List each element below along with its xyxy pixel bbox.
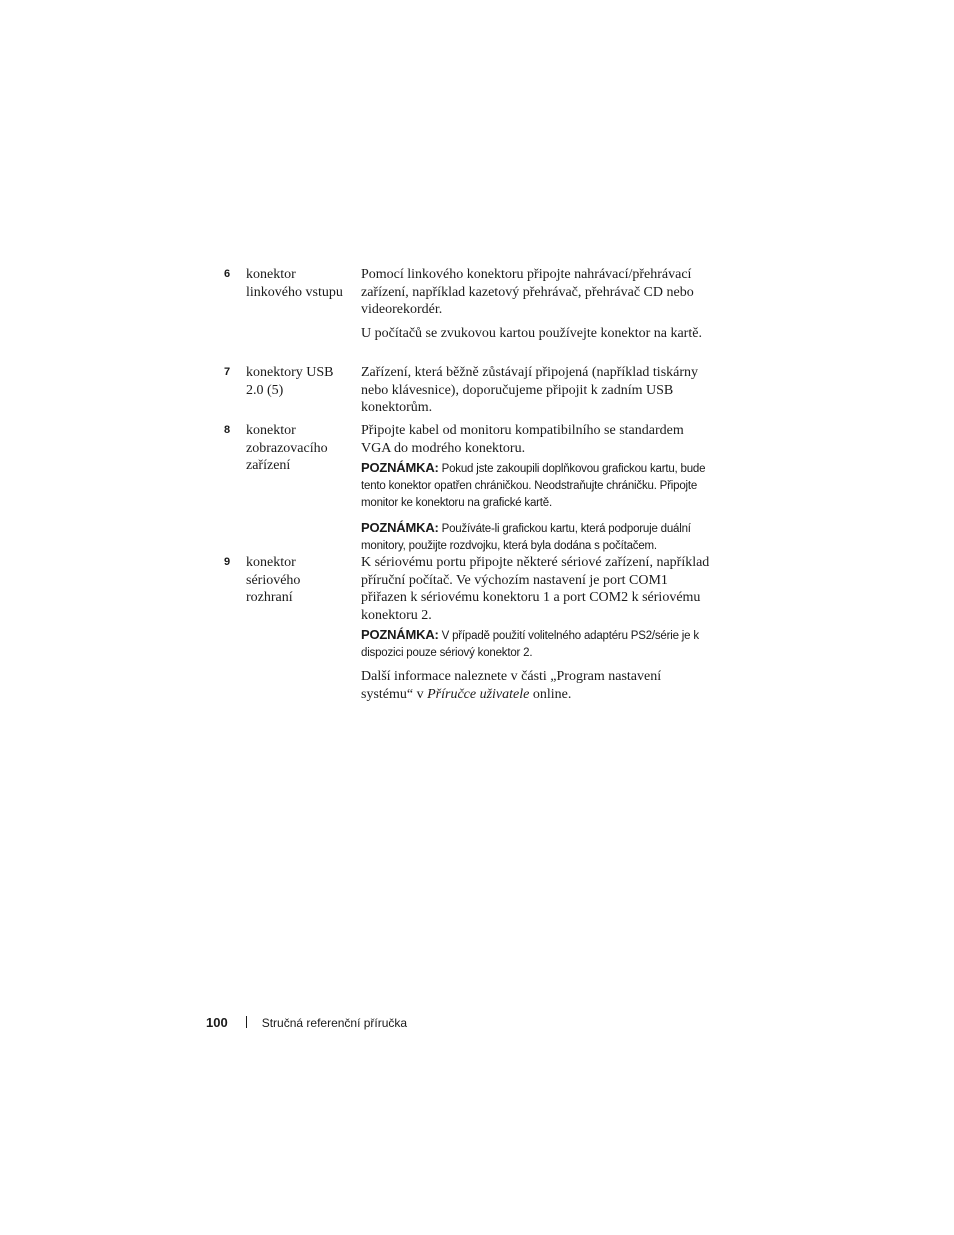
note-label: POZNÁMKA: — [361, 519, 439, 535]
entry-description — [361, 364, 711, 423]
note — [361, 459, 711, 513]
description-paragraph: Zařízení, která běžně zůstávají připojená (například tiskárny nebo klávesnice), doporučujeme připojit k zadním USB konektorům. — [361, 365, 699, 415]
note-label: POZNÁMKA: — [361, 627, 439, 642]
footer-separator — [246, 1016, 247, 1028]
description-paragraph: Připojte kabel od monitoru kompatibilního se standardem VGA do modrého konektoru. — [361, 423, 684, 456]
entry-description — [361, 554, 711, 709]
note — [361, 626, 711, 662]
entry-name: konektory USB 2.0 (5) — [246, 365, 334, 398]
note — [361, 519, 711, 555]
note-label: POZNÁMKA: — [361, 460, 439, 475]
note-text: V případě použití volitelného adaptéru PS2/série je k dispozici pouze sériový konektor 2. — [361, 630, 699, 660]
page-footer — [206, 1013, 407, 1033]
description-paragraph: K sériovému portu připojte některé sériové zařízení, například příruční počítač. Ve výchozím nastavení je port COM1 přiřazen k sériovému konektoru 1 a port COM2 k sériovému konektoru 2. — [361, 555, 710, 623]
description-paragraph: U počítačů se zvukovou kartou používejte konektor na kartě. — [361, 325, 702, 341]
page-number: 100 — [206, 1015, 228, 1030]
entry-name: konektor zobrazovacího zařízení — [246, 423, 328, 473]
entry-description — [361, 422, 711, 561]
entry-number: 9 — [224, 556, 231, 568]
description-paragraph: Pomocí linkového konektoru připojte nahrávací/přehrávací zařízení, například kazetový přehrávač, přehrávač CD nebo videorekordér. — [361, 267, 694, 317]
entry-description — [361, 266, 711, 348]
entry-number: 8 — [224, 424, 231, 436]
manual-title: Příručce uživatele — [427, 686, 530, 702]
note-text: Pokud jste zakoupili doplňkovou grafickou kartu, bude tento konektor opatřen chráničkou. Neodstraňujte chráničku. Připojte monitor ke konektoru na grafické kartě. — [361, 463, 706, 510]
note-text: Používáte-li grafickou kartu, která podporuje duální monitory, použijte rozdvojku, která byla dodána s počítačem. — [361, 522, 691, 552]
final-text-before: Další informace naleznete v části „Program nastavení systému“ v — [361, 669, 662, 702]
footer-title: Stručná referenční příručka — [261, 1016, 408, 1030]
entry-number: 6 — [224, 268, 231, 280]
final-text-after: online. — [529, 686, 572, 702]
entry-name: konektor sériového rozhraní — [246, 555, 301, 605]
entry-number: 7 — [224, 366, 231, 378]
entry-name: konektor linkového vstupu — [246, 267, 343, 300]
description-paragraph — [361, 668, 711, 703]
